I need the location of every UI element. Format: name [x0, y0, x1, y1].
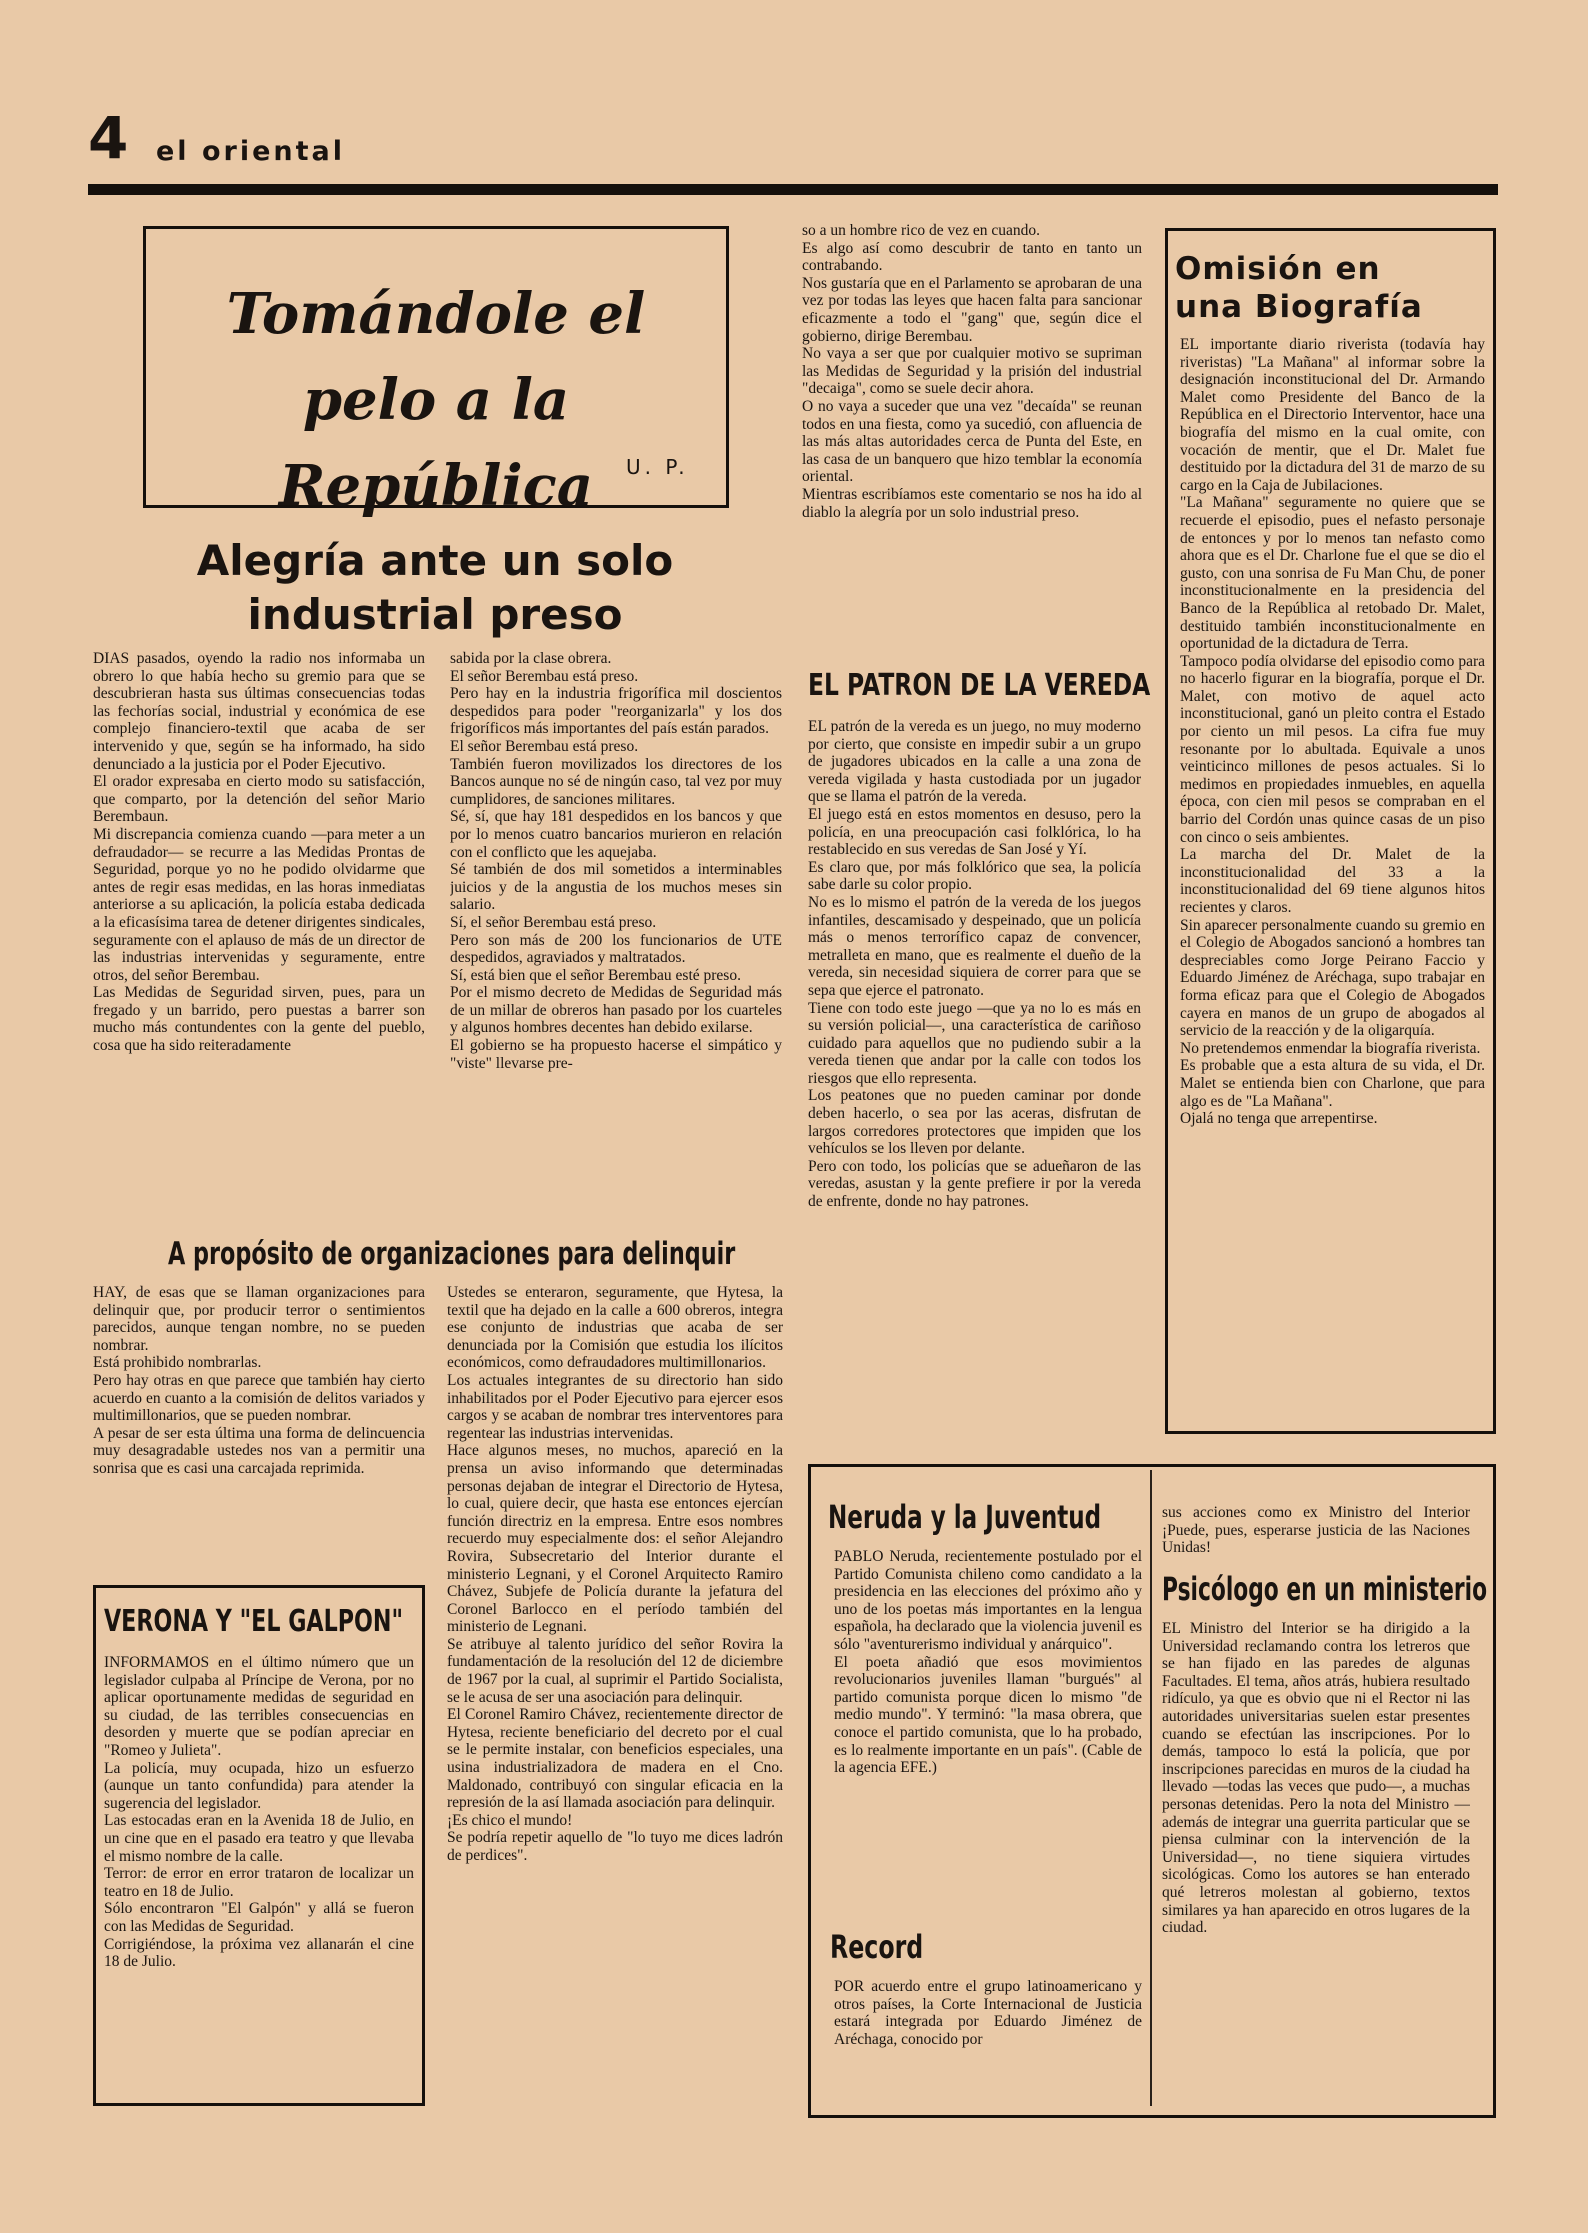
verona-title: VERONA Y "EL GALPON"	[104, 1604, 404, 1639]
alegria-title: Alegría ante un solo industrial preso	[196, 536, 674, 639]
tomandole-byline: U. P.	[626, 455, 689, 479]
patron-text: EL patrón de la vereda es un juego, no muy moderno por cierto, que consiste en impedir subir a un grupo de jugadores ubicados en la calle a una zona de vereda vigilada y hasta custodiada por un jugador que se llama el patrón de la vereda. El juego está en estos momentos en desuso, pero la policía, en una preocupación casi folklórica, lo ha restablecido en sus veredas de San José y Yí. Es claro que, por más folklórico que sea, la policía sabe darle su color propio. No es lo mismo el patrón de la vereda de los juegos infantiles, descamisado y despeinado, que un policía más o menos terrorífico capaz de convencer, metralleta en mano, que es realmente el dueño de la vereda, sin necesidad siquiera de correr para que se sepa que ejerce el patronato. Tiene con todo este juego —que ya no lo es más en su versión policial—, una característica de cariñoso cuidado para aquellos que no pudiendo subir a la vereda tienen que andar por la calle con todos los riesgos que ello representa. Los peatones que no pueden caminar por donde deben hacerlo, o sea por las aceras, disfrutan de largos corredores protectores que impiden que los vehículos se los lleven por delante. Pero con todo, los policías que se adueñaron de las veredas, asustan y la gente prefiere ir por la vereda de enfrente, donde no hay patrones.	[808, 718, 1141, 1211]
publication-name: el oriental	[156, 136, 346, 167]
tomandole-box	[143, 226, 729, 519]
proposito-col1: HAY, de esas que se llaman organizaciones para delinquir que, por producir terror o sentimientos parecidos, aunque tengan nombre, no se pueden nombrar. Está prohibido nombrarlas. Pero hay otras en que parece que también hay cierto acuerdo en cuanto a la comisión de delitos variados y multimillonarios, que se pueden nombrar. A pesar de ser esta última una forma de delincuencia muy desagradable ustedes nos van a permitir una sonrisa que es casi una carcajada reprimida.	[93, 1284, 425, 1477]
psicologo-text: EL Ministro del Interior se ha dirigido a la Universidad reclamando contra los letreros que se han fijado en las paredes de algunas Facultades. El tema, años atrás, hubiera resultado ridículo, ya que es obvio que ni el Rector ni las autoridades universitarias suelen estar presentes cuando se efectúan las inscripciones. Por lo demás, tampoco lo está la policía, que por inscripciones parecidas en muros de la ciudad ha llevado —todas las veces que pudo—, a muchas personas detenidas. Pero la nota del Ministro —además de integrar una guerrita particular que se piensa culminar con la intervención de la Universidad—, no tiene siquiera virtudes sicológicas. Como los autores se han enterado qué letreros molestan al gobierno, textos similares ya han aparecido en otros lugares de la ciudad.	[1162, 1620, 1470, 1937]
page-number: 4	[88, 104, 129, 172]
proposito-title: A propósito de organizaciones para delinquir	[168, 1236, 736, 1272]
neruda-column-rule	[1150, 1470, 1152, 2106]
neruda-text: PABLO Neruda, recientemente postulado por el Partido Comunista chileno como candidato a la presidencia en las elecciones del próximo año y uno de los poetas más importantes en la lengua española, ha declarado que la violencia juvenil es sólo "aventurerismo individual y anárquico". El poeta añadió que esos movimientos revolucionarios juveniles llaman "burgués" al partido comunista porque dicen lo mismo "de medio mundo". Y terminó: "la masa obrera, que conoce el partido comunista, que lo ha probado, es lo realmente importante en un país". (Cable de la agencia EFE.)	[834, 1548, 1142, 1777]
record-text: POR acuerdo entre el grupo latinoamericano y otros países, la Corte Internacional de Justicia estará integrada por Eduardo Jiménez de Aréchaga, conocido por	[834, 1978, 1142, 2048]
omision-text: EL importante diario riverista (todavía hay riveristas) "La Mañana" al informar sobre la designación inconstitucional del Dr. Armando Malet como Presidente del Banco de la República en el Directorio Interventor, hace una biografía del mismo en la cual omite, con vocación de mentir, que el Dr. Malet fue destituido por la dictadura del 31 de marzo de su cargo en la Caja de Jubilaciones. "La Mañana" seguramente no quiere que se recuerde el episodio, pues el nefasto personaje de entonces y por lo menos tan nefasto como ahora que es el Dr. Charlone fue el que se dio el gusto, con una sonrisa de Fu Man Chu, de poner inconstitucionalmente en la presidencia del Banco de la República al retobado Dr. Malet, destituido también inconstitucionalmente en oportunidad de la dictadura de Terra. Tampoco podía olvidarse del episodio como para no hacerlo figurar en la biografía, porque el Dr. Malet, con motivo de aquel acto inconstitucional, ganó un pleito contra el Estado por ciento un mil pesos. La cifra fue muy resonante por lo abultada. Equivale a unos veinticinco millones de pesos actuales. Si lo medimos en propiedades inmuebles, en aquella época, con cien mil pesos se compraban en el barrio del Cordón unas quince casas de un piso con cinco o seis ambientes. La marcha del Dr. Malet de la inconstitucionalidad del 33 a la inconstitucionalidad del 69 tiene algunos hitos recientes y claros. Sin aparecer personalmente cuando su gremio en el Colegio de Abogados sancionó a hombres tan despreciables como Jorge Peirano Faccio y Eduardo Jiménez de Aréchaga, supo trabajar en forma eficaz para que el Colegio de Abogados cayera en manos de un grupo de abogados al servicio de la reacción y de la oligarquía. No pretendemos enmendar la biografía riverista. Es probable que a esta altura de su vida, el Dr. Malet se entienda bien con Charlone, que para algo es de "La Mañana". Ojalá no tenga que arrepentirse.	[1180, 336, 1485, 1128]
proposito-col2: Ustedes se enteraron, seguramente, que Hytesa, la textil que ha dejado en la calle a 600 obreros, integra ese conjunto de industrias que acaba de ser denunciada por la Comisión que estudia los ilícitos económicos, como defraudadores multimillonarios. Los actuales integrantes de su directorio han sido inhabilitados por el Poder Ejecutivo para ejercer esos cargos y se acaban de nombrar tres interventores para regentear las industrias intervenidas. Hace algunos meses, no muchos, apareció en la prensa un aviso informando que determinadas personas dejaban de integrar el Directorio de Hytesa, lo cual, quiere decir, que hasta ese entonces ejercían función directriz en la empresa. Entre esos nombres recuerdo muy especialmente dos: el señor Alejandro Rovira, Subsecretario del Interior durante el ministerio Legnani, y el Coronel Arquitecto Ramiro Chávez, Subjefe de Policía durante la jefatura del Coronel Barlocco en el período también del ministerio de Legnani. Se atribuye al talento jurídico del señor Rovira la fundamentación de la resolución del 12 de diciembre de 1967 por la cual, al suprimir el Partido Socialista, se le acusa de ser una asociación para delinquir. El Coronel Ramiro Chávez, recientemente director de Hytesa, reciente beneficiario del decreto por el cual se le permite instalar, con beneficios especiales, una usina industrializadora de madera en el Cno. Maldonado, contribuyó con singular eficacia en la represión de la así llamada asociación para delinquir. ¡Es chico el mundo! Se podría repetir aquello de "lo tuyo me dices ladrón de perdices".	[447, 1284, 783, 1864]
verona-text: INFORMAMOS en el último número que un legislador culpaba al Príncipe de Verona, por no aplicar oportunamente medidas de seguridad en su ciudad, de las terribles consecuencias en desorden y muerte que se podían apreciar en "Romeo y Julieta". La policía, muy ocupada, hizo un esfuerzo (aunque un tanto confundida) para atender la sugerencia del legislador. Las estocadas eran en la Avenida 18 de Julio, en un cine que en el pasado era teatro y que llevaba el mismo nombre de la calle. Terror: de error en error trataron de localizar un teatro en 18 de Julio. Sólo encontraron "El Galpón" y allá se fueron con las Medidas de Seguridad. Corrigiéndose, la próxima vez allanarán el cine 18 de Julio.	[104, 1654, 414, 1971]
alegria-col2: sabida por la clase obrera. El señor Berembau está preso. Pero hay en la industria frigorífica mil doscientos despedidos para poder "reorganizarla" y los dos frigoríficos más importantes del país están parados. El señor Berembau está preso. También fueron movilizados los directores de los Bancos aunque no sé de ningún caso, tal vez por muy cumplidores, de sanciones militares. Sé, sí, que hay 181 despedidos en los bancos y que por lo menos cuatro bancarios murieron en relación con el conflicto que les aquejaba. Sé también de dos mil sometidos a interminables juicios y de la angustia de los muchos meses sin salario. Sí, el señor Berembau está preso. Pero son más de 200 los funcionarios de UTE despedidos, agraviados y maltratados. Sí, está bien que el señor Berembau esté preso. Por el mismo decreto de Medidas de Seguridad más de un millar de obreros han pasado por los cuarteles y algunos hombres decentes han debido exilarse. El gobierno se ha propuesto hacerse el simpático y "viste" llevarse pre-	[450, 650, 782, 1072]
alegria-col1: DIAS pasados, oyendo la radio nos informaba un obrero lo que había hecho su gremio para que se descubrieran hasta sus últimas consecuencias todas las fechorías social, industrial y económica de ese complejo financiero-textil que acaba de ser intervenido y que, según se ha informado, ha sido denunciado a la justicia por el Poder Ejecutivo. El orador expresaba en cierto modo su satisfacción, que comparto, por la detención del señor Mario Berembaun. Mi discrepancia comienza cuando —para meter a un defraudador— se recurre a las Medidas Prontas de Seguridad, porque yo no he podido olvidarme que antes de regir esas medidas, en las horas inmediatas anteriorse a su aplicación, la policía estaba dedicada a la eficasísima tarea de detener dirigentes sindicales, seguramente con el aplauso de más de un director de las industrias intervenidas y seguramente, entre otros, del señor Berembau. Las Medidas de Seguridad sirven, pues, para un fregado y un barrido, pero puestas a barrer son mucho más contundentes con la gente del pueblo, cosa que ha sido reiteradamente	[93, 650, 425, 1055]
neruda-title: Neruda y la Juventud	[828, 1498, 1102, 1536]
omision-title: Omisión en una Biografía	[1175, 251, 1423, 325]
record-title: Record	[830, 1928, 924, 1966]
tomandole-title: Tomándole el pelo a la República	[226, 281, 646, 519]
psicologo-title: Psicólogo en un ministerio	[1162, 1570, 1488, 1608]
alegria-col3: so a un hombre rico de vez en cuando. Es algo así como descubrir de tanto en tanto un contrabando. Nos gustaría que en el Parlamento se aprobaran de una vez por todas las leyes que hacen falta para sancionar eficazmente a todo el "gang" que, según dice el gobierno, dirige Berembau. No vaya a ser que por cualquier motivo se supriman las Medidas de Seguridad y la prisión del industrial "decaiga", como se suele decir ahora. O no vaya a suceder que una vez "decaída" se reunan todos en una fiesta, como ya sucedió, con afluencia de las más altas autoridades cerca de Punta del Este, en las casa de un banquero que hizo temblar la economía oriental. Mientras escribíamos este comentario se nos ha ido al diablo la alegría por un solo industrial preso.	[802, 222, 1142, 521]
psicologo-lead: sus acciones como ex Ministro del Interior ¡Puede, pues, esperarse justicia de las Naciones Unidas!	[1162, 1504, 1470, 1557]
patron-title: EL PATRON DE LA VEREDA	[808, 668, 1151, 703]
header-rule	[88, 184, 1498, 195]
